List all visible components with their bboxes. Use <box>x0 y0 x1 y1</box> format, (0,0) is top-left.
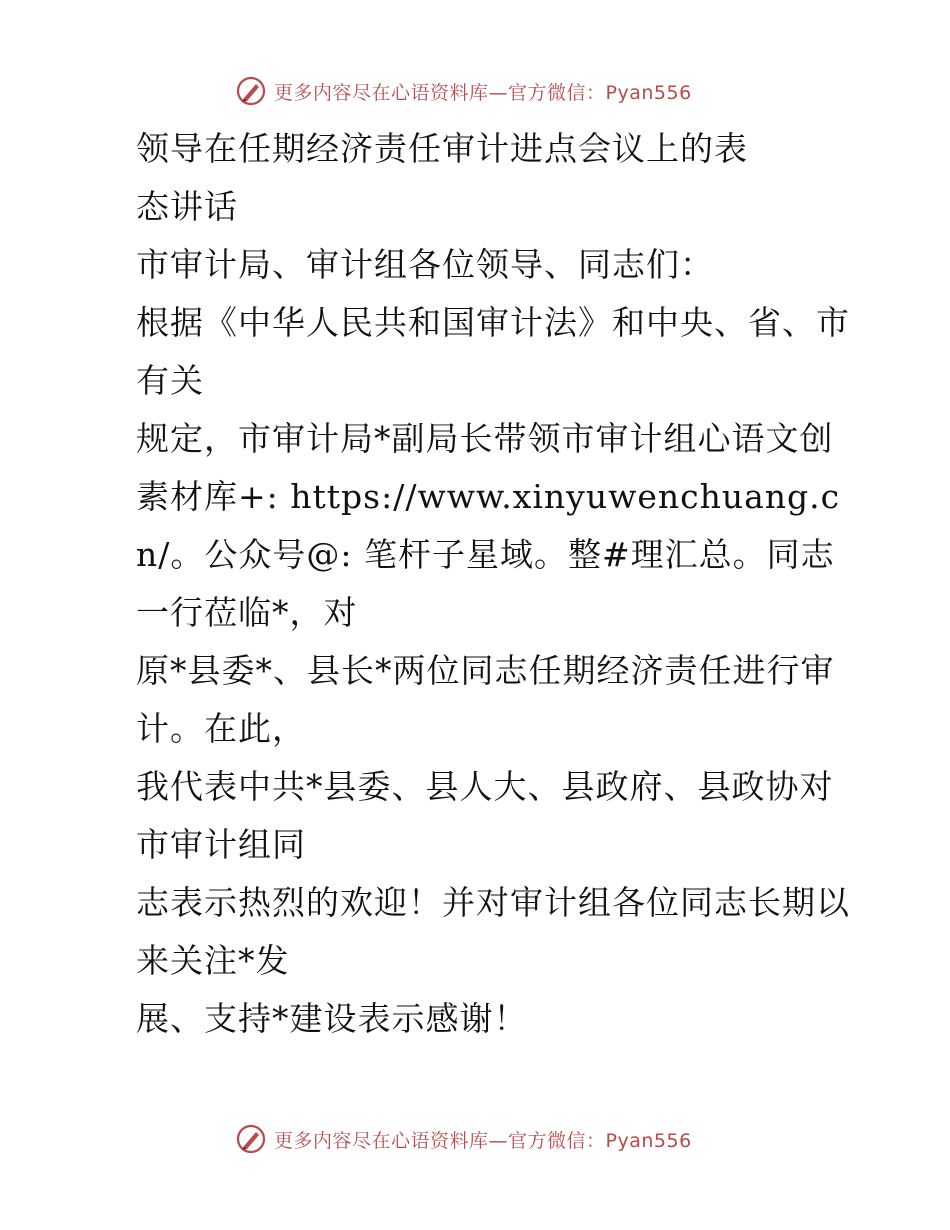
pen-logo-icon <box>236 1124 266 1154</box>
title-line-2: 态讲话 <box>136 187 238 226</box>
body-paragraph: 原*县委*、县长*两位同志任期经济责任进行审计。在此， <box>136 651 835 748</box>
banner-text: 更多内容尽在心语资料库—官方微信：Pyan556 <box>274 81 692 104</box>
salutation: 市审计局、审计组各位领导、同志们： <box>136 245 714 284</box>
body-paragraph: 展、支持*建设表示感谢！ <box>136 999 528 1038</box>
title-line-1: 领导在任期经济责任审计进点会议上的表 <box>136 129 748 168</box>
banner-text: 更多内容尽在心语资料库—官方微信：Pyan556 <box>274 1129 692 1152</box>
header-banner <box>236 74 756 108</box>
body-paragraph: 根据《中华人民共和国审计法》和中央、省、市有关 <box>136 303 850 400</box>
body-paragraph: 志表示热烈的欢迎！并对审计组各位同志长期以来关注*发 <box>136 883 850 980</box>
body-paragraph: 我代表中共*县委、县人大、县政府、县政协对市审计组同 <box>136 767 834 864</box>
pen-logo-icon <box>236 76 266 106</box>
document-body <box>98 120 858 1048</box>
footer-banner <box>236 1122 756 1156</box>
body-paragraph: 规定，市审计局*副局长带领市审计组心语文创素材库+: https://www.xinyuwenchuang.cn/。公众号@: 笔杆子星域。整#理汇总。同志一行莅临*，对 <box>136 419 841 632</box>
